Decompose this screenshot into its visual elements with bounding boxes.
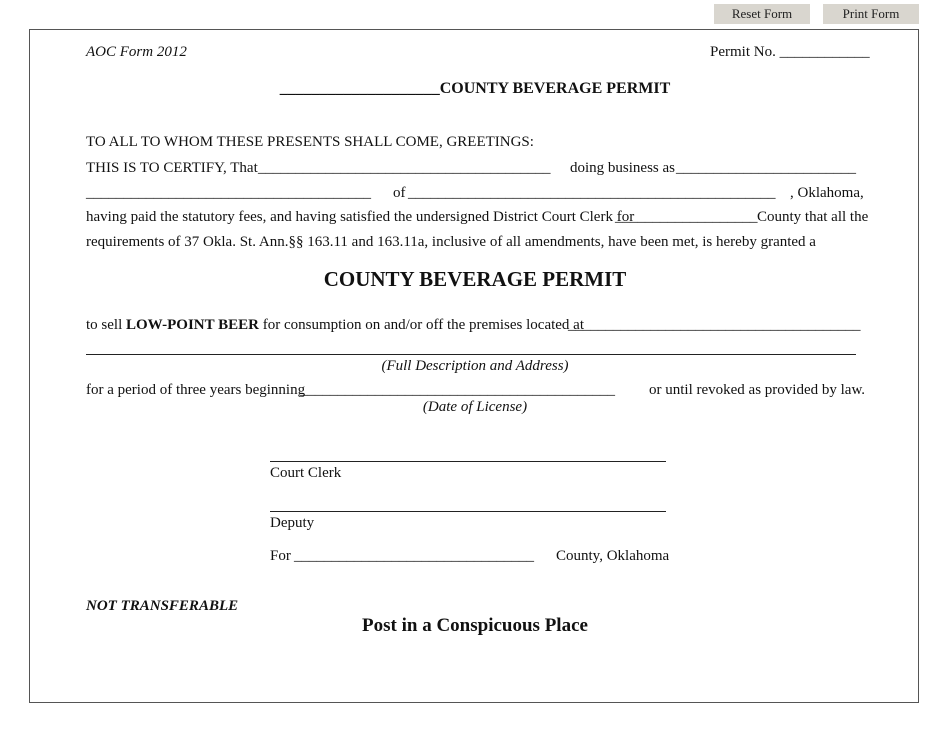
deputy-signature-line — [270, 511, 666, 512]
license-date-blank: __________________________________________ — [300, 382, 615, 398]
permit-number-label: Permit No. ____________ — [710, 44, 870, 60]
not-transferable-notice: NOT TRANSFERABLE — [86, 598, 239, 614]
licensee-name-field[interactable] — [258, 159, 566, 175]
city-blank: _________________________________________________ — [408, 185, 776, 201]
doing-business-as-label: doing business as — [570, 160, 675, 176]
requirements-text: requirements of 37 Okla. St. Ann.§§ 163.11 and 163.11a, inclusive of all amendments, have been met, is hereby granted a — [86, 234, 816, 250]
period-suffix: or until revoked as provided by law. — [649, 382, 866, 398]
print-form-button[interactable]: Print Form — [823, 4, 919, 24]
post-notice: Post in a Conspicuous Place — [362, 615, 588, 636]
business-name-continued-field[interactable] — [86, 184, 388, 200]
county-suffix-text: County that all the — [757, 209, 869, 225]
address-line — [86, 354, 856, 355]
court-clerk-label: Court Clerk — [270, 465, 342, 481]
statutory-fees-text: having paid the statutory fees, and having satisfied the undersigned District Court Clerk for — [86, 209, 635, 225]
reset-form-button[interactable]: Reset Form — [714, 4, 810, 24]
business-name-blank: ________________________ — [676, 160, 856, 176]
deputy-signature-field[interactable] — [270, 494, 666, 510]
for-county-blank: ________________________________ — [294, 548, 534, 564]
deputy-label: Deputy — [270, 515, 315, 531]
business-name-field[interactable] — [676, 159, 863, 175]
county-name-field[interactable] — [274, 80, 432, 96]
premises-blank: _______________________________________ — [568, 317, 861, 333]
form-title: ____________________COUNTY BEVERAGE PERMIT — [279, 80, 671, 97]
clerk-county-blank: ___________________ — [615, 209, 758, 225]
permit-heading: COUNTY BEVERAGE PERMIT — [323, 267, 627, 291]
permit-number-field[interactable] — [778, 43, 863, 59]
county-oklahoma-label: County, Oklahoma — [556, 548, 670, 564]
certify-prefix: THIS IS TO CERTIFY, That — [86, 160, 258, 176]
for-label: For — [270, 548, 291, 564]
county-name-blank: ____________________ — [279, 80, 440, 97]
license-date-field[interactable] — [300, 381, 644, 397]
for-county-field[interactable] — [294, 547, 552, 563]
court-clerk-signature-line — [270, 461, 666, 462]
full-description-caption: (Full Description and Address) — [381, 358, 569, 374]
premises-field[interactable] — [568, 316, 856, 332]
city-field[interactable] — [408, 184, 790, 200]
sale-statement: to sell LOW-POINT BEER for consumption on and/or off the premises located at — [86, 317, 585, 333]
form-number: AOC Form 2012 — [86, 44, 187, 60]
date-of-license-caption: (Date of License) — [422, 399, 528, 415]
clerk-county-field[interactable] — [615, 208, 753, 224]
address-field[interactable] — [86, 338, 856, 354]
period-prefix: for a period of three years beginning — [86, 382, 306, 398]
oklahoma-label: , Oklahoma, — [790, 185, 864, 201]
greeting-line: TO ALL TO WHOM THESE PRESENTS SHALL COME, GREETINGS: — [86, 134, 534, 150]
of-label: of — [393, 185, 406, 201]
court-clerk-signature-field[interactable] — [270, 444, 666, 460]
licensee-name-blank: _______________________________________ — [258, 160, 551, 176]
business-name-continued-blank: ______________________________________ — [86, 185, 371, 201]
